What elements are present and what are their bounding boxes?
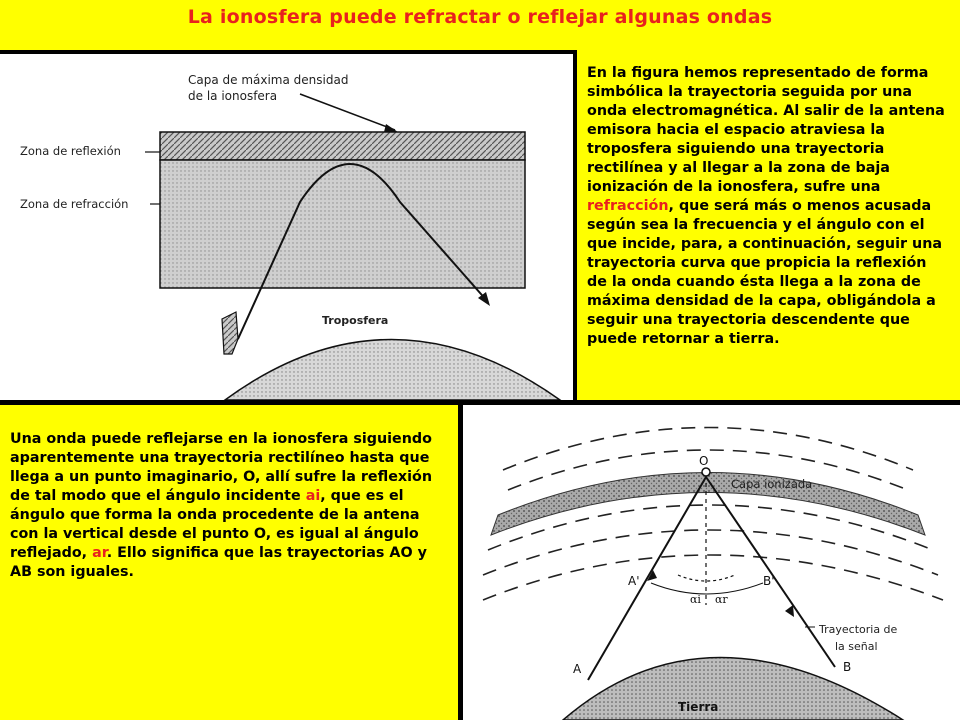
- label-A: A: [573, 662, 582, 676]
- label-A-prime: A': [628, 574, 640, 588]
- reflection-zone: [160, 132, 525, 160]
- page-title: La ionosfera puede refractar o reflejar algunas ondas: [187, 6, 773, 28]
- vertical-divider-top: [573, 50, 577, 404]
- label-tierra: Tierra: [678, 700, 719, 714]
- paragraph2-part3: . Ello significa que las trayectorias AO y AB son iguales.: [10, 545, 427, 580]
- label-O: O: [699, 454, 709, 468]
- ionosphere-refraction-figure: [0, 54, 573, 400]
- capa-pointer: [384, 124, 398, 132]
- paragraph1-part1: En la figura hemos representado de forma simbólica la trayectoria seguida por una onda electromagnética. Al salir de la antena emisora hacia el espacio atraviesa la troposfera siguiendo una trayectoria rectilínea y al llegar a la zona de baja ionización de la ionosfera, sufre una: [587, 65, 945, 195]
- earth: [563, 658, 903, 720]
- label-senal: la señal: [835, 640, 878, 653]
- paragraph2-part1: Una onda puede reflejarse en la ionosfera siguiendo aparentemente una trayectoria rectilíneo hasta que llega a un punto imaginario, O, allí sufre la reflexión de tal modo que el ángulo incidente: [10, 431, 433, 504]
- paragraph-reflection: [10, 430, 450, 582]
- paragraph-refraction: [587, 64, 949, 349]
- label-B: B: [843, 660, 852, 674]
- label-capa-ionizada: Capa ionizada: [731, 477, 813, 491]
- label-alpha-r: αr: [715, 593, 728, 606]
- label-reflexion: Zona de reflexión: [20, 144, 121, 158]
- label-alpha-i: αi: [690, 593, 701, 606]
- paragraph2-part2: , que es el ángulo que forma la onda procedente de la antena con la vertical desde el punto O, es igual al ángulo reflejado,: [10, 488, 420, 561]
- label-capa: Capa de máxima densidad: [188, 73, 349, 87]
- refraction-zone: [160, 160, 525, 288]
- label-capa2: de la ionosfera: [188, 89, 278, 103]
- label-troposfera: Troposfera: [322, 314, 389, 327]
- highlight-ar: ar: [92, 545, 107, 561]
- paragraph1-part2: , que será más o menos acusada según sea la frecuencia y el ángulo con el que incide, para, a continuación, seguir una trayectoria curva que propicia la reflexión de la onda cuando ésta llega a la zona de máxima densidad de la capa, obligándola a seguir una trayectoria descendente que puede retornar a tierra.: [587, 198, 943, 347]
- figure1-drawing: [0, 54, 573, 400]
- antenna: [222, 312, 238, 354]
- label-B-prime: B': [763, 574, 775, 588]
- highlight-ai: ai: [305, 488, 321, 504]
- highlight-refraccion: refracción: [587, 198, 669, 214]
- label-trayectoria: Trayectoria de: [819, 623, 898, 636]
- figure2-drawing: [463, 405, 960, 720]
- label-refraccion: Zona de refracción: [20, 197, 129, 211]
- earth-dome: [225, 340, 560, 401]
- ionized-layer-reflection-figure: [463, 405, 960, 720]
